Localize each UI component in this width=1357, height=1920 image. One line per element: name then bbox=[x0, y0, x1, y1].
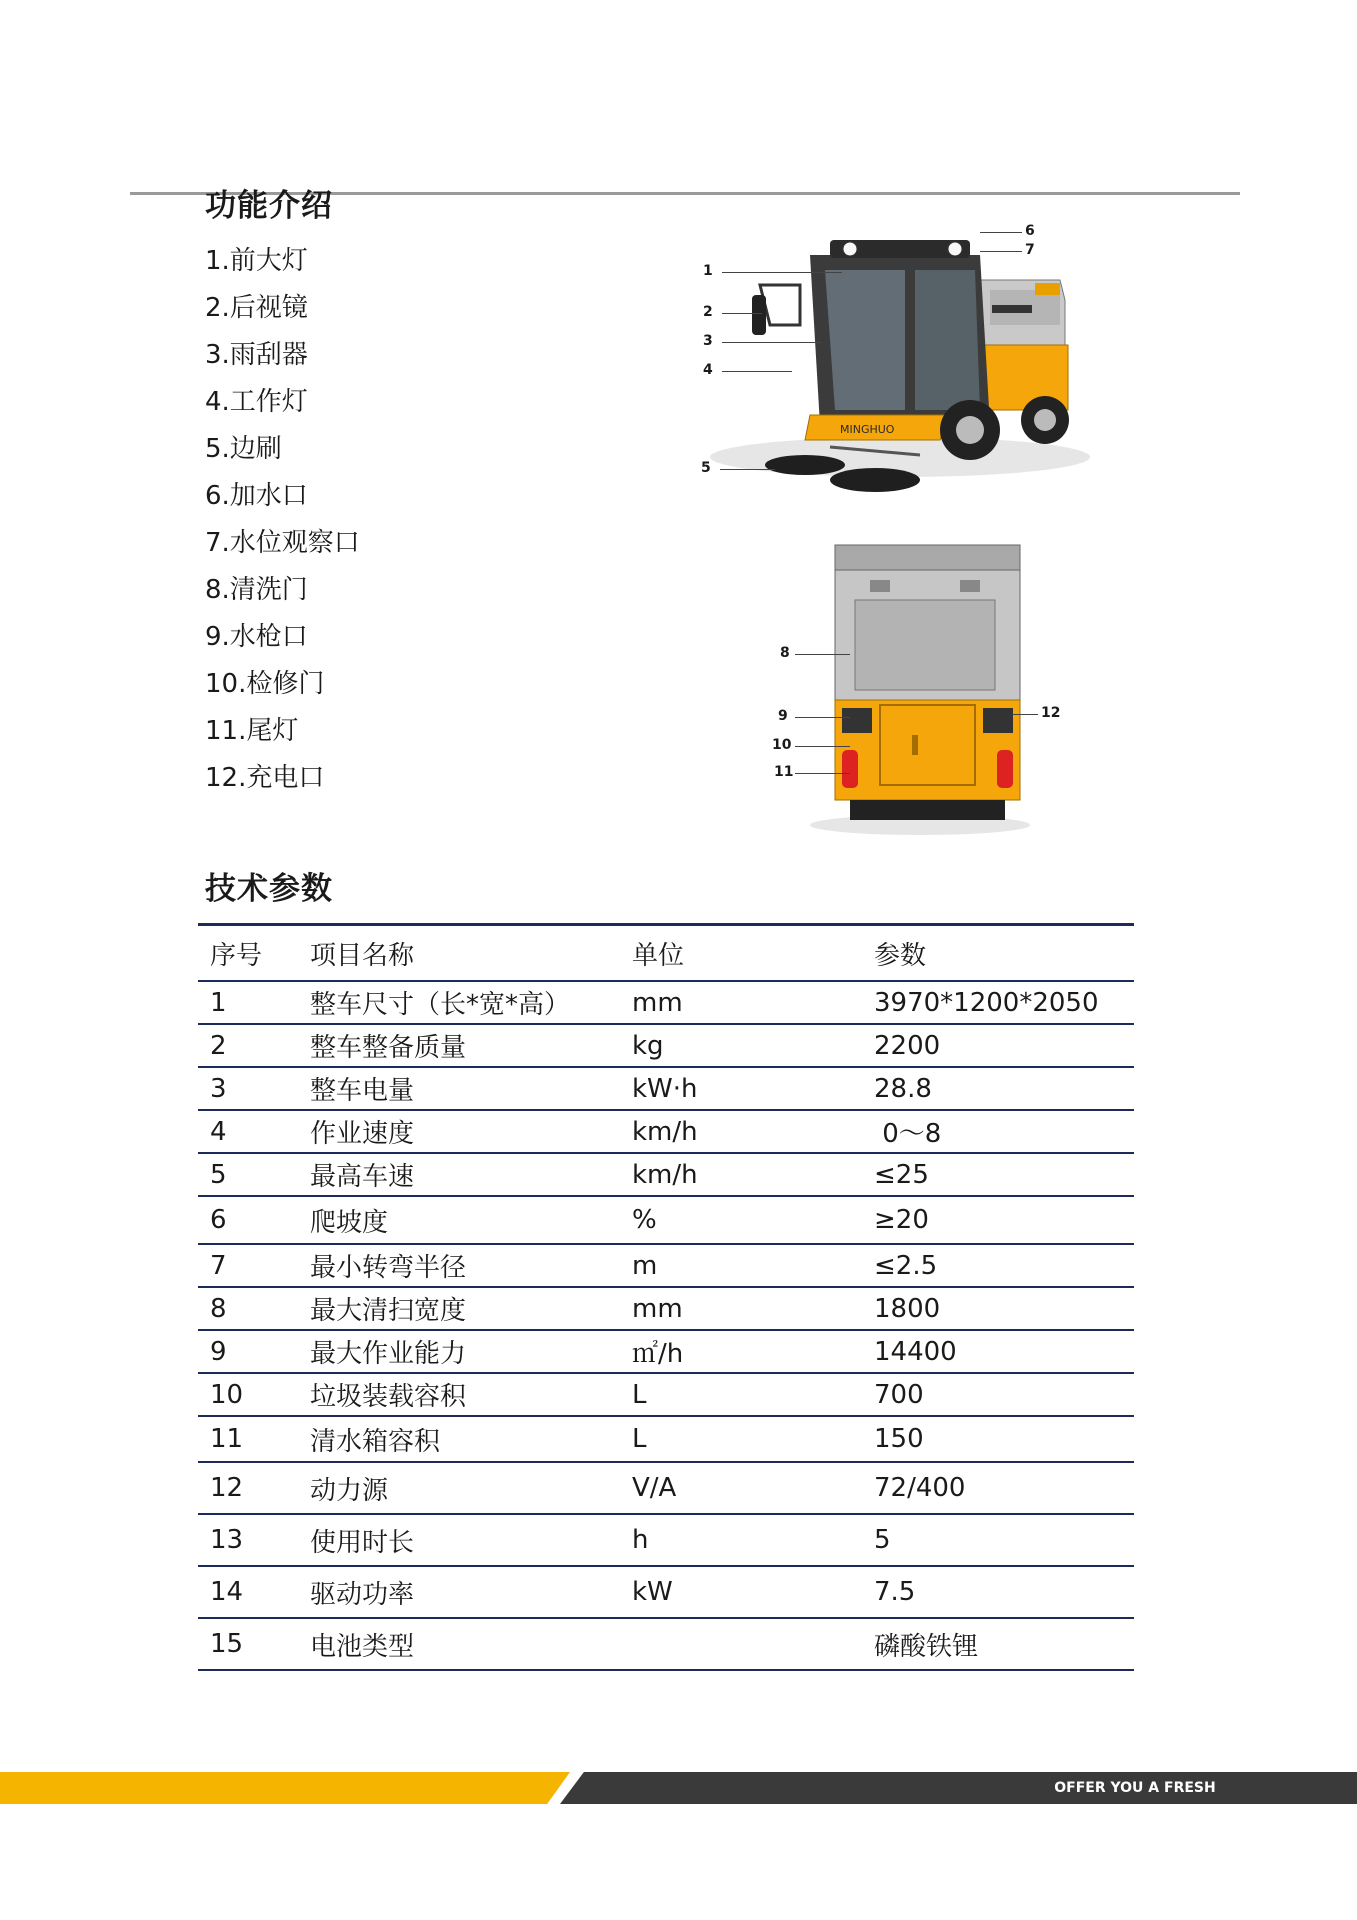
table-row bbox=[198, 1373, 1134, 1416]
callout-line bbox=[722, 342, 822, 343]
cell-no: 14 bbox=[210, 1577, 244, 1607]
cell-name: 电池类型 bbox=[310, 1631, 415, 1662]
callout-12: 12 bbox=[1041, 705, 1061, 721]
callout-line bbox=[722, 313, 762, 314]
callout-line bbox=[980, 232, 1022, 233]
table-row bbox=[198, 981, 1134, 1024]
table-row bbox=[198, 1196, 1134, 1244]
cell-name: 清水箱容积 bbox=[310, 1426, 441, 1457]
callout-line bbox=[1012, 714, 1038, 715]
cell-unit: L bbox=[632, 1379, 647, 1410]
cell-unit: km/h bbox=[632, 1116, 698, 1147]
cell-value: 2200 bbox=[874, 1030, 941, 1061]
header-cell: 单位 bbox=[632, 940, 685, 971]
cell-value: 5 bbox=[874, 1525, 891, 1555]
vehicle-rear-illustration bbox=[770, 540, 1070, 840]
callout-5: 5 bbox=[701, 460, 711, 476]
cell-unit: mm bbox=[632, 1293, 683, 1324]
table-row bbox=[198, 1416, 1134, 1462]
feature-item: 8.清洗门 bbox=[205, 575, 308, 605]
cell-name: 作业速度 bbox=[310, 1119, 415, 1149]
table-row bbox=[198, 1566, 1134, 1618]
callout-line bbox=[722, 371, 792, 372]
footer-yellow-band bbox=[0, 1772, 570, 1804]
table-row bbox=[198, 1067, 1134, 1110]
table-row bbox=[198, 1287, 1134, 1330]
cell-unit: % bbox=[632, 1205, 657, 1235]
cell-name: 整车电量 bbox=[310, 1076, 415, 1106]
vehicle-rear-figure bbox=[770, 540, 1070, 840]
callout-line bbox=[980, 251, 1022, 252]
cell-unit: kW·h bbox=[632, 1073, 698, 1104]
cell-unit: V/A bbox=[632, 1473, 677, 1503]
table-row bbox=[198, 1110, 1134, 1153]
cell-value: 28.8 bbox=[874, 1073, 932, 1104]
feature-list bbox=[205, 238, 360, 802]
feature-item: 7.水位观察口 bbox=[205, 528, 360, 558]
vehicle-brand-text: MINGHUO bbox=[840, 423, 895, 436]
table-row bbox=[198, 1244, 1134, 1287]
cell-name: 最大作业能力 bbox=[310, 1339, 467, 1369]
cell-no: 3 bbox=[210, 1073, 227, 1104]
callout-8: 8 bbox=[780, 645, 790, 661]
cell-unit: mm bbox=[632, 987, 683, 1018]
callout-line bbox=[795, 654, 850, 655]
feature-item: 11.尾灯 bbox=[205, 716, 299, 746]
cell-value: 0～8 bbox=[874, 1119, 942, 1149]
cell-unit: m bbox=[632, 1250, 658, 1281]
cell-name: 整车整备质量 bbox=[310, 1033, 467, 1063]
features-title: 功能介绍 bbox=[205, 188, 333, 224]
cell-unit: L bbox=[632, 1424, 647, 1454]
cell-no: 12 bbox=[210, 1473, 244, 1503]
cell-name: 驱动功率 bbox=[310, 1579, 415, 1610]
header-cell: 参数 bbox=[874, 940, 927, 971]
cell-no: 15 bbox=[210, 1629, 244, 1659]
cell-no: 10 bbox=[210, 1379, 244, 1410]
cell-unit: km/h bbox=[632, 1159, 698, 1190]
cell-name: 动力源 bbox=[310, 1475, 389, 1506]
cell-no: 5 bbox=[210, 1159, 227, 1190]
cell-value: ≥20 bbox=[874, 1205, 929, 1235]
cell-value: 3970*1200*2050 bbox=[874, 987, 1099, 1018]
cell-no: 1 bbox=[210, 987, 227, 1018]
cell-value: 1800 bbox=[874, 1293, 941, 1324]
cell-name: 最大清扫宽度 bbox=[310, 1296, 467, 1326]
cell-name: 整车尺寸（长*宽*高） bbox=[310, 990, 571, 1020]
feature-item: 5.边刷 bbox=[205, 434, 282, 464]
callout-line bbox=[795, 773, 850, 774]
cell-unit: ㎡/h bbox=[632, 1339, 684, 1369]
cell-value: 磷酸铁锂 bbox=[874, 1631, 979, 1662]
callout-line bbox=[720, 469, 775, 470]
spec-table bbox=[198, 923, 1134, 1671]
cell-no: 11 bbox=[210, 1424, 244, 1454]
cell-value: 14400 bbox=[874, 1336, 957, 1367]
cell-unit: h bbox=[632, 1525, 649, 1555]
cell-name: 爬坡度 bbox=[310, 1207, 389, 1238]
callout-11: 11 bbox=[774, 764, 794, 780]
cell-value: 150 bbox=[874, 1424, 924, 1454]
cell-name: 使用时长 bbox=[310, 1527, 415, 1558]
table-row bbox=[198, 1514, 1134, 1566]
header-cell: 项目名称 bbox=[310, 940, 415, 971]
callout-10: 10 bbox=[772, 737, 792, 753]
feature-item: 9.水枪口 bbox=[205, 622, 308, 652]
callout-7: 7 bbox=[1025, 242, 1035, 258]
cell-name: 最高车速 bbox=[310, 1162, 415, 1192]
callout-3: 3 bbox=[703, 333, 713, 349]
header-cell: 序号 bbox=[210, 940, 263, 971]
table-row bbox=[198, 1618, 1134, 1670]
cell-value: ≤25 bbox=[874, 1159, 929, 1190]
cell-name: 最小转弯半径 bbox=[310, 1253, 467, 1283]
callout-6: 6 bbox=[1025, 223, 1035, 239]
cell-unit: kg bbox=[632, 1030, 664, 1061]
callout-2: 2 bbox=[703, 304, 713, 320]
cell-value: 700 bbox=[874, 1379, 924, 1410]
table-row bbox=[198, 1024, 1134, 1067]
specs-title: 技术参数 bbox=[205, 871, 333, 907]
cell-name: 垃圾装载容积 bbox=[310, 1382, 467, 1412]
vehicle-front-figure bbox=[690, 225, 1090, 525]
cell-value: 7.5 bbox=[874, 1577, 916, 1607]
table-row bbox=[198, 1153, 1134, 1196]
feature-item: 4.工作灯 bbox=[205, 387, 308, 417]
feature-item: 1.前大灯 bbox=[205, 246, 308, 276]
table-row bbox=[198, 1462, 1134, 1514]
cell-unit: kW bbox=[632, 1577, 673, 1607]
callout-1: 1 bbox=[703, 263, 713, 279]
vehicle-front-illustration bbox=[690, 225, 1090, 525]
callout-4: 4 bbox=[703, 362, 713, 378]
feature-item: 12.充电口 bbox=[205, 763, 325, 793]
cell-no: 9 bbox=[210, 1336, 227, 1367]
feature-item: 10.检修门 bbox=[205, 669, 325, 699]
cell-no: 4 bbox=[210, 1116, 227, 1147]
cell-value: ≤2.5 bbox=[874, 1250, 938, 1281]
callout-9: 9 bbox=[778, 708, 788, 724]
callout-line bbox=[722, 272, 842, 273]
cell-no: 7 bbox=[210, 1250, 227, 1281]
cell-no: 2 bbox=[210, 1030, 227, 1061]
feature-item: 2.后视镜 bbox=[205, 293, 308, 323]
feature-item: 3.雨刮器 bbox=[205, 340, 308, 370]
table-row bbox=[198, 1330, 1134, 1373]
cell-no: 13 bbox=[210, 1525, 244, 1555]
cell-value: 72/400 bbox=[874, 1473, 966, 1503]
callout-line bbox=[795, 746, 850, 747]
table-header-row bbox=[198, 925, 1134, 982]
feature-item: 6.加水口 bbox=[205, 481, 308, 511]
cell-unit bbox=[620, 1618, 862, 1670]
cell-no: 6 bbox=[210, 1205, 227, 1235]
footer-slogan: OFFER YOU A FRESH WORLD! bbox=[1054, 1780, 1216, 1820]
cell-no: 8 bbox=[210, 1293, 227, 1324]
callout-line bbox=[795, 717, 850, 718]
